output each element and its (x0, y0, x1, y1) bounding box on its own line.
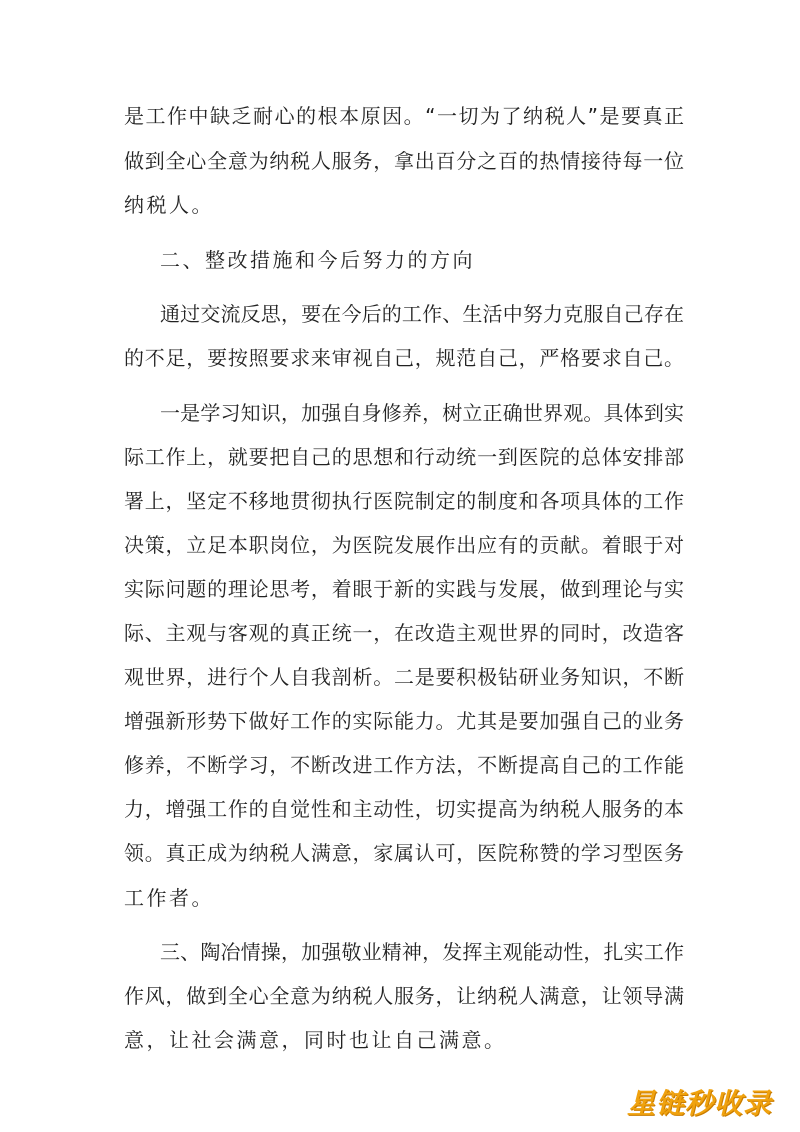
paragraph-line: 工作者。 (124, 886, 214, 910)
paragraph-line: 作风，做到全心全意为纳税人服务，让纳税人满意，让领导满 (124, 984, 684, 1008)
paragraph-line: 增强新形势下做好工作的实际能力。尤其是要加强自己的业务 (124, 709, 684, 733)
paragraph-line: 署上，坚定不移地贯彻执行医院制定的制度和各项具体的工作 (124, 489, 684, 513)
paragraph-line: 力，增强工作的自觉性和主动性，切实提高为纳税人服务的本 (124, 797, 684, 821)
paragraph-line: 领。真正成为纳税人满意，家属认可，医院称赞的学习型医务 (124, 841, 684, 865)
paragraph-line: 意，让社会满意，同时也让自己满意。 (124, 1028, 507, 1052)
section-heading: 二、整改措施和今后努力的方向 (160, 248, 475, 272)
paragraph-line: 是工作中缺乏耐心的根本原因。“一切为了纳税人”是要真正 (124, 104, 684, 128)
paragraph-line: 的不足，要按照要求来审视自己，规范自己，严格要求自己。 (124, 346, 684, 370)
paragraph-line: 一是学习知识，加强自身修养，树立正确世界观。具体到实 (160, 401, 684, 425)
paragraph-line: 三、陶冶情操，加强敬业精神，发挥主观能动性，扎实工作 (160, 940, 684, 964)
paragraph-line: 纳税人。 (124, 193, 214, 217)
paragraph-line: 做到全心全意为纳税人服务，拿出百分之百的热情接待每一位 (124, 149, 684, 173)
paragraph-line: 决策，立足本职岗位，为医院发展作出应有的贡献。着眼于对 (124, 533, 684, 557)
paragraph-line: 观世界，进行个人自我剖析。二是要积极钻研业务知识，不断 (124, 665, 684, 689)
watermark-logo: 星链秒收录 (626, 1087, 772, 1120)
paragraph-line: 际工作上，就要把自己的思想和行动统一到医院的总体安排部 (124, 445, 684, 469)
paragraph-line: 际、主观与客观的真正统一，在改造主观世界的同时，改造客 (124, 621, 684, 645)
paragraph-line: 实际问题的理论思考，着眼于新的实践与发展，做到理论与实 (124, 577, 684, 601)
paragraph-line: 修养，不断学习，不断改进工作方法，不断提高自己的工作能 (124, 753, 684, 777)
paragraph-line: 通过交流反思，要在今后的工作、生活中努力克服自己存在 (160, 302, 684, 326)
